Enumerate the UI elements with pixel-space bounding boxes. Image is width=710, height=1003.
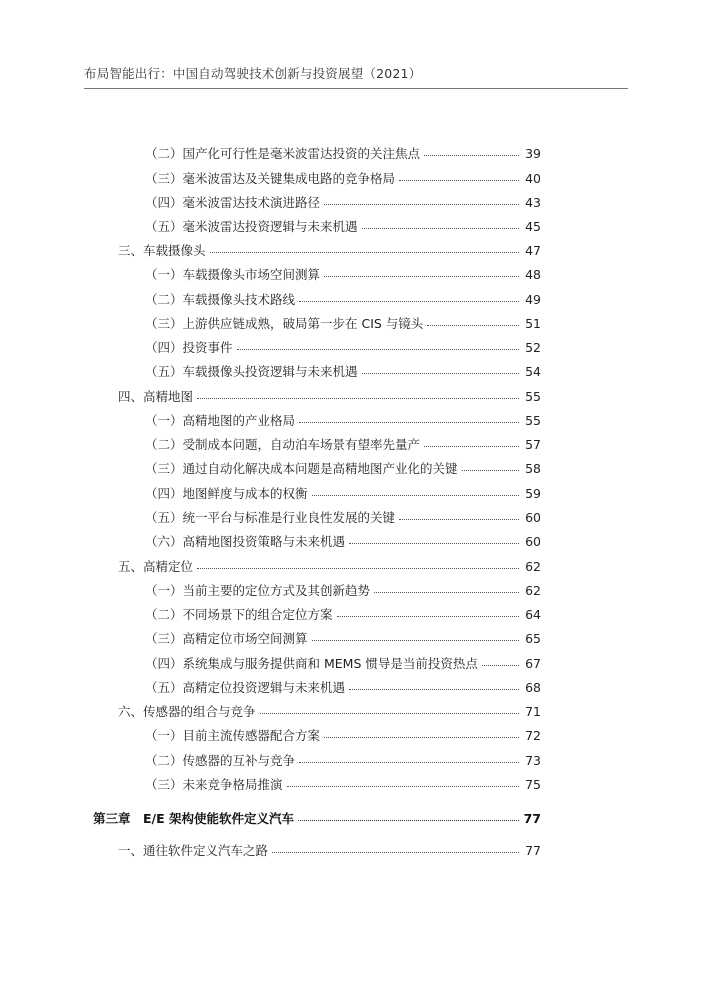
toc-entry-label: 五、高精定位 bbox=[118, 559, 194, 574]
toc-page-number: 47 bbox=[525, 243, 541, 258]
toc-entry-label: 四、高精地图 bbox=[118, 389, 194, 404]
toc-dot-leader bbox=[374, 592, 519, 593]
toc-subsection-entry[interactable] bbox=[145, 291, 541, 309]
toc-subsection-entry[interactable] bbox=[145, 533, 541, 551]
toc-page-number: 68 bbox=[525, 680, 541, 695]
toc-entry-label: （一）高精地图的产业格局 bbox=[145, 413, 296, 428]
toc-entry-label: （五）统一平台与标准是行业良性发展的关键 bbox=[145, 510, 396, 525]
toc-dot-leader bbox=[349, 689, 519, 690]
toc-dot-leader bbox=[260, 713, 519, 714]
toc-dot-leader bbox=[210, 252, 519, 253]
toc-entry-label: （五）毫米波雷达投资逻辑与未来机遇 bbox=[145, 219, 358, 234]
toc-subsection-entry[interactable] bbox=[145, 582, 541, 600]
toc-page-number: 67 bbox=[525, 656, 541, 671]
toc-page-number: 57 bbox=[525, 437, 541, 452]
toc-page-number: 51 bbox=[525, 316, 541, 331]
toc-entry-label: （五）车载摄像头投资逻辑与未来机遇 bbox=[145, 364, 358, 379]
toc-subsection-entry[interactable] bbox=[145, 145, 541, 163]
toc-section-entry[interactable] bbox=[118, 242, 541, 260]
toc-page-number: 40 bbox=[525, 171, 541, 186]
toc-subsection-entry[interactable] bbox=[145, 412, 541, 430]
toc-subsection-entry[interactable] bbox=[145, 752, 541, 770]
toc-subsection-entry[interactable] bbox=[145, 509, 541, 527]
toc-entry-label: （五）高精定位投资逻辑与未来机遇 bbox=[145, 680, 346, 695]
running-header: 布局智能出行：中国自动驾驶技术创新与投资展望（2021） bbox=[84, 66, 422, 81]
toc-subsection-entry[interactable] bbox=[145, 194, 541, 212]
toc-page-number: 75 bbox=[525, 777, 541, 792]
toc-dot-leader bbox=[298, 820, 519, 821]
toc-dot-leader bbox=[462, 470, 519, 471]
toc-entry-label: （二）受制成本问题，自动泊车场景有望率先量产 bbox=[145, 437, 421, 452]
toc-page-number: 59 bbox=[525, 486, 541, 501]
toc-dot-leader bbox=[272, 852, 519, 853]
toc-dot-leader bbox=[399, 519, 519, 520]
toc-dot-leader bbox=[299, 422, 519, 423]
toc-entry-label: （三）上游供应链成熟，破局第一步在 CIS 与镜头 bbox=[145, 316, 424, 331]
toc-entry-label: （二）传感器的互补与竞争 bbox=[145, 753, 296, 768]
toc-dot-leader bbox=[324, 276, 519, 277]
toc-entry-label: （四）地图鲜度与成本的权衡 bbox=[145, 486, 308, 501]
toc-dot-leader bbox=[324, 737, 519, 738]
toc-dot-leader bbox=[399, 180, 519, 181]
toc-dot-leader bbox=[312, 640, 519, 641]
toc-dot-leader bbox=[299, 301, 519, 302]
toc-dot-leader bbox=[427, 325, 519, 326]
toc-dot-leader bbox=[324, 204, 519, 205]
toc-dot-leader bbox=[362, 373, 519, 374]
toc-page-number: 39 bbox=[525, 146, 541, 161]
toc-subsection-entry[interactable] bbox=[145, 679, 541, 697]
toc-entry-label: （一）当前主要的定位方式及其创新趋势 bbox=[145, 583, 371, 598]
toc-dot-leader bbox=[482, 665, 519, 666]
toc-subsection-entry[interactable] bbox=[145, 218, 541, 236]
toc-subsection-entry[interactable] bbox=[145, 460, 541, 478]
toc-dot-leader bbox=[312, 495, 519, 496]
toc-dot-leader bbox=[237, 349, 519, 350]
toc-subsection-entry[interactable] bbox=[145, 436, 541, 454]
toc-dot-leader bbox=[299, 762, 519, 763]
toc-page-number: 60 bbox=[525, 510, 541, 525]
toc-dot-leader bbox=[362, 228, 519, 229]
toc-entry-label: （二）车载摄像头技术路线 bbox=[145, 292, 296, 307]
toc-entry-label: （二）不同场景下的组合定位方案 bbox=[145, 607, 333, 622]
toc-subsection-entry[interactable] bbox=[145, 776, 541, 794]
toc-subsection-entry[interactable] bbox=[145, 315, 541, 333]
toc-page-number: 58 bbox=[525, 461, 541, 476]
toc-dot-leader bbox=[424, 446, 519, 447]
toc-dot-leader bbox=[197, 568, 519, 569]
toc-section-entry[interactable] bbox=[118, 388, 541, 406]
toc-section-entry[interactable] bbox=[118, 703, 541, 721]
toc-section-entry[interactable] bbox=[118, 558, 541, 576]
toc-page-number: 62 bbox=[525, 559, 541, 574]
toc-entry-label: （三）未来竞争格局推演 bbox=[145, 777, 283, 792]
toc-subsection-entry[interactable] bbox=[145, 339, 541, 357]
toc-entry-label: （六）高精地图投资策略与未来机遇 bbox=[145, 534, 346, 549]
toc-subsection-entry[interactable] bbox=[145, 363, 541, 381]
toc-page-number: 77 bbox=[523, 811, 541, 826]
toc-page-number: 62 bbox=[525, 583, 541, 598]
toc-entry-label: （三）高精定位市场空间测算 bbox=[145, 631, 308, 646]
toc-dot-leader bbox=[424, 155, 519, 156]
toc-page-number: 45 bbox=[525, 219, 541, 234]
toc-dot-leader bbox=[197, 398, 519, 399]
toc-page-number: 64 bbox=[525, 607, 541, 622]
toc-section-entry[interactable] bbox=[118, 842, 541, 860]
toc-subsection-entry[interactable] bbox=[145, 606, 541, 624]
toc-page-number: 71 bbox=[525, 704, 541, 719]
toc-page-number: 52 bbox=[525, 340, 541, 355]
header-divider bbox=[84, 88, 628, 89]
toc-page-number: 49 bbox=[525, 292, 541, 307]
toc-entry-label: （一）车载摄像头市场空间测算 bbox=[145, 267, 321, 282]
toc-subsection-entry[interactable] bbox=[145, 266, 541, 284]
toc-subsection-entry[interactable] bbox=[145, 655, 541, 673]
toc-page-number: 72 bbox=[525, 728, 541, 743]
toc-page-number: 43 bbox=[525, 195, 541, 210]
toc-page-number: 60 bbox=[525, 534, 541, 549]
toc-entry-label: （三）毫米波雷达及关键集成电路的竞争格局 bbox=[145, 171, 396, 186]
toc-dot-leader bbox=[287, 786, 519, 787]
toc-entry-label: （四）投资事件 bbox=[145, 340, 233, 355]
toc-entry-label: （一）目前主流传感器配合方案 bbox=[145, 728, 321, 743]
toc-entry-label: 第三章 E/E 架构使能软件定义汽车 bbox=[93, 811, 294, 826]
toc-subsection-entry[interactable] bbox=[145, 727, 541, 745]
toc-subsection-entry[interactable] bbox=[145, 170, 541, 188]
toc-page-number: 65 bbox=[525, 631, 541, 646]
toc-entry-label: （三）通过自动化解决成本问题是高精地图产业化的关键 bbox=[145, 461, 458, 476]
toc-page-number: 55 bbox=[525, 413, 541, 428]
toc-entry-label: （四）系统集成与服务提供商和 MEMS 惯导是当前投资热点 bbox=[145, 656, 478, 671]
toc-dot-leader bbox=[337, 616, 519, 617]
toc-page-number: 55 bbox=[525, 389, 541, 404]
toc-entry-label: （四）毫米波雷达技术演进路径 bbox=[145, 195, 321, 210]
toc-subsection-entry[interactable] bbox=[145, 485, 541, 503]
toc-dot-leader bbox=[349, 543, 519, 544]
toc-page-number: 54 bbox=[525, 364, 541, 379]
toc-page-number: 77 bbox=[525, 843, 541, 858]
toc-entry-label: 六、传感器的组合与竞争 bbox=[118, 704, 256, 719]
toc-chapter-entry[interactable] bbox=[93, 810, 541, 828]
toc-subsection-entry[interactable] bbox=[145, 630, 541, 648]
toc-entry-label: （二）国产化可行性是毫米波雷达投资的关注焦点 bbox=[145, 146, 421, 161]
toc-entry-label: 一、通往软件定义汽车之路 bbox=[118, 843, 269, 858]
toc-entry-label: 三、车载摄像头 bbox=[118, 243, 206, 258]
toc-page-number: 48 bbox=[525, 267, 541, 282]
toc-page-number: 73 bbox=[525, 753, 541, 768]
